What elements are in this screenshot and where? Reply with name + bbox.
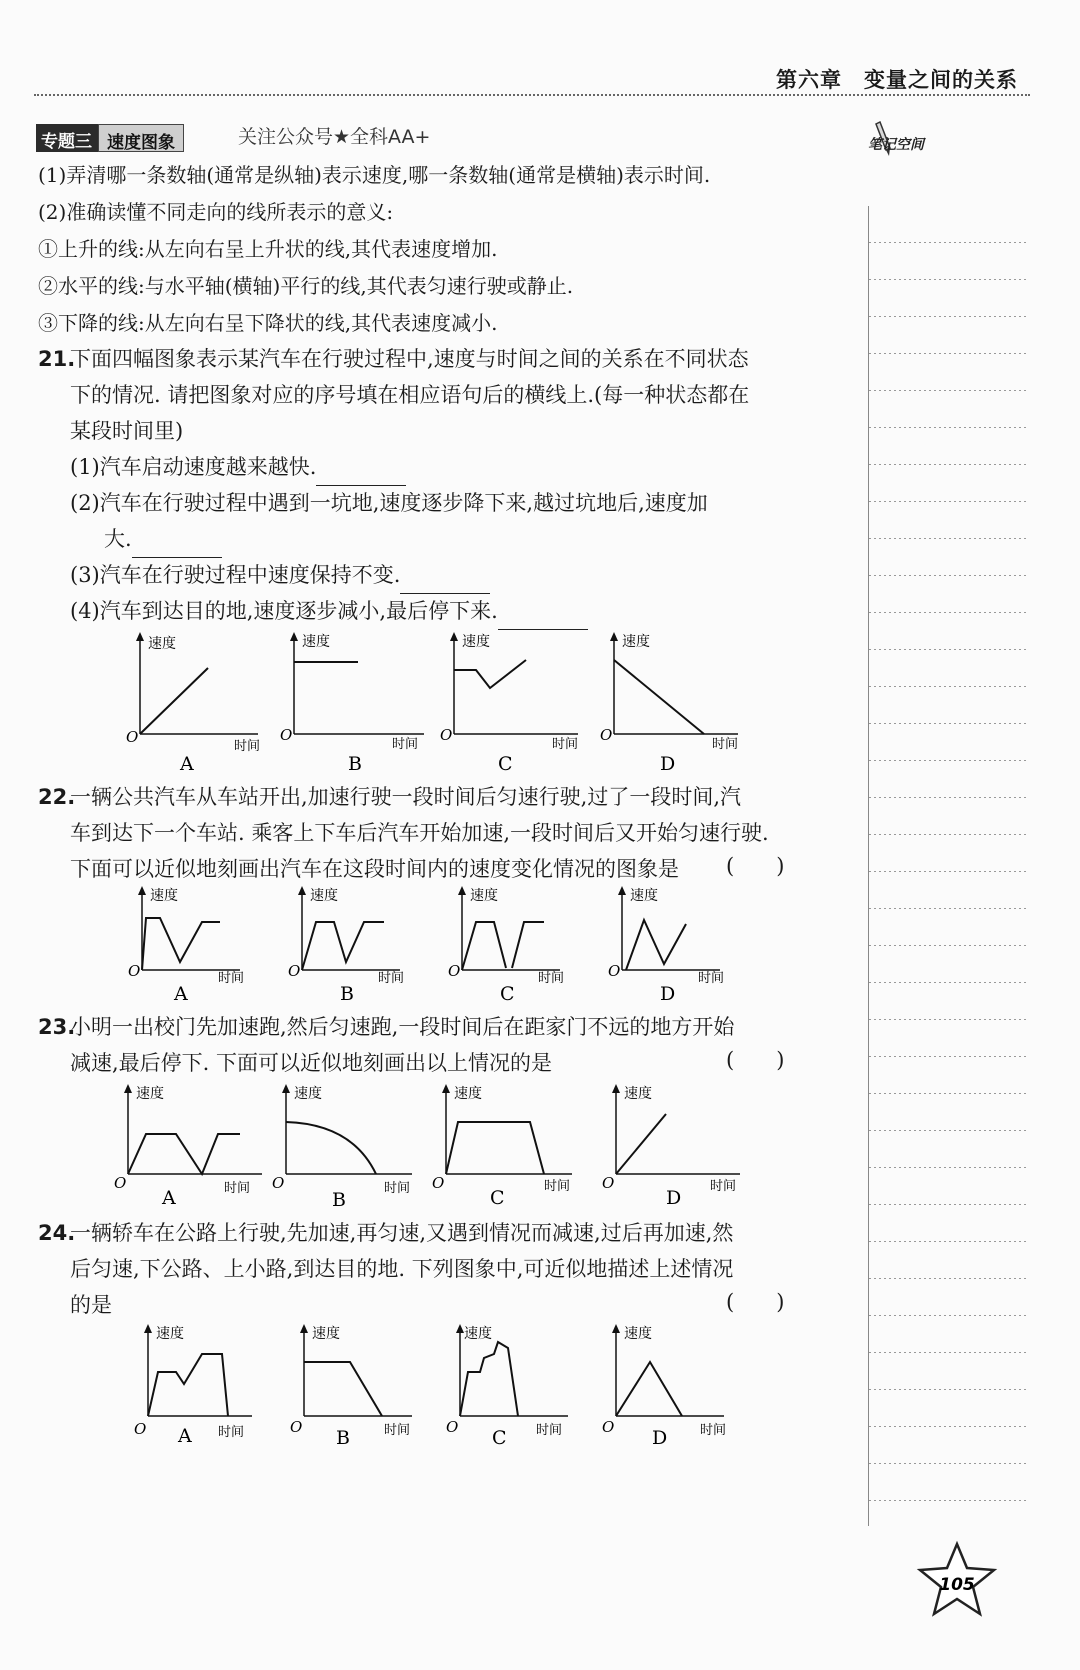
q21-item-2: (2)汽车在行驶过程中遇到一坑地,速度逐步降下来,越过坑地后,速度加 xyxy=(70,491,708,515)
q21-item-1 xyxy=(70,448,406,486)
q21-blank-4[interactable] xyxy=(498,605,588,630)
x-axis-label: 时间 xyxy=(712,737,739,752)
q23-graph-d xyxy=(600,1082,760,1216)
x-axis-label: 时间 xyxy=(544,1179,571,1194)
q21-item-3 xyxy=(70,556,490,594)
option-label: B xyxy=(340,983,354,1005)
x-axis-label: 时间 xyxy=(538,971,565,986)
q21-item-text: (4)汽车到达目的地,速度逐步减小,最后停下来. xyxy=(70,599,498,623)
x-axis-label: 时间 xyxy=(392,737,419,752)
q24-answer-paren[interactable]: ( ) xyxy=(726,1290,785,1314)
q21-graph-a xyxy=(118,630,278,784)
q21-item-text: (3)汽车在行驶过程中速度保持不变. xyxy=(70,563,401,587)
origin-label: O xyxy=(440,726,453,744)
q21-blank-2[interactable] xyxy=(132,533,222,558)
page-number: 105 xyxy=(939,1575,975,1595)
tip-line: (2)准确读懂不同走向的线所表示的意义: xyxy=(38,200,394,224)
origin-label: O xyxy=(432,1174,445,1192)
y-axis-label: 速度 xyxy=(136,1086,164,1102)
page-number-badge xyxy=(912,1540,1002,1624)
y-axis-label: 速度 xyxy=(624,1326,652,1342)
x-axis-label: 时间 xyxy=(700,1423,727,1438)
q21-item-4 xyxy=(70,592,588,630)
origin-label: O xyxy=(446,1418,459,1436)
option-label: C xyxy=(500,983,515,1005)
option-label: A xyxy=(178,1425,192,1447)
q24-graph-c xyxy=(446,1322,596,1456)
y-axis-label: 速度 xyxy=(624,1086,652,1102)
q24-graph-b xyxy=(290,1322,440,1456)
y-axis-label: 速度 xyxy=(312,1326,340,1342)
y-axis-label: 速度 xyxy=(294,1086,322,1102)
x-axis-label: 时间 xyxy=(710,1179,737,1194)
tip-line: ①上升的线:从左向右呈上升状的线,其代表速度增加. xyxy=(38,237,498,261)
origin-label: O xyxy=(288,962,301,980)
x-axis-label: 时间 xyxy=(218,1425,245,1440)
q21-stem: 某段时间里) xyxy=(70,419,184,443)
option-label: C xyxy=(498,753,513,775)
x-axis-label: 时间 xyxy=(536,1423,563,1438)
origin-label: O xyxy=(272,1174,285,1192)
tip-line: ③下降的线:从左向右呈下降状的线,其代表速度减小. xyxy=(38,311,498,335)
chapter-title: 第六章 变量之间的关系 xyxy=(776,68,1018,92)
x-axis-label: 时间 xyxy=(384,1423,411,1438)
q22-graph-b xyxy=(280,884,430,1018)
option-label: B xyxy=(348,753,362,775)
q22-graph-c xyxy=(440,884,590,1018)
q22-answer-paren[interactable]: ( ) xyxy=(726,854,785,878)
section-tag-label: 专题三 xyxy=(36,124,98,152)
option-label: C xyxy=(490,1187,505,1209)
origin-label: O xyxy=(600,726,613,744)
option-label: B xyxy=(336,1427,350,1449)
y-axis-label: 速度 xyxy=(470,888,498,904)
option-label: C xyxy=(492,1427,507,1449)
q22-stem: 一辆公共汽车从车站开出,加速行驶一段时间后匀速行驶,过了一段时间,汽 xyxy=(70,785,742,809)
y-axis-label: 速度 xyxy=(302,634,330,650)
x-axis-label: 时间 xyxy=(384,1181,411,1196)
q23-graph-c xyxy=(432,1082,592,1216)
origin-label: O xyxy=(602,1174,615,1192)
x-axis-label: 时间 xyxy=(224,1181,251,1196)
q21-item-text: 大. xyxy=(104,527,132,551)
section-note: 关注公众号★全科AA+ xyxy=(238,126,431,148)
x-axis-label: 时间 xyxy=(698,971,725,986)
q23-graph-a xyxy=(110,1082,270,1216)
origin-label: O xyxy=(128,962,141,980)
q21-graph-c xyxy=(438,630,598,784)
x-axis-label: 时间 xyxy=(218,971,245,986)
q24-number: 24. xyxy=(38,1221,76,1245)
option-label: A xyxy=(174,983,188,1005)
q23-graph-b xyxy=(272,1082,432,1216)
option-label: D xyxy=(660,983,676,1005)
x-axis-label: 时间 xyxy=(552,737,579,752)
q24-graph-a xyxy=(130,1322,280,1456)
q23-stem: 减速,最后停下. 下面可以近似地刻画出以上情况的是 xyxy=(70,1051,553,1075)
q21-item-text: (1)汽车启动速度越来越快. xyxy=(70,455,317,479)
q21-blank-1[interactable] xyxy=(316,461,406,486)
origin-label: O xyxy=(290,1418,303,1436)
q22-stem: 下面可以近似地刻画出汽车在这段时间内的速度变化情况的图象是 xyxy=(70,857,679,881)
notes-area[interactable] xyxy=(868,206,1029,1526)
option-label: B xyxy=(332,1189,346,1211)
origin-label: O xyxy=(448,962,461,980)
q21-graph-b xyxy=(278,630,438,784)
origin-label: O xyxy=(608,962,621,980)
q23-stem: 小明一出校门先加速跑,然后匀速跑,一段时间后在距家门不远的地方开始 xyxy=(70,1015,735,1039)
option-label: A xyxy=(180,753,194,775)
header-divider xyxy=(34,94,1030,96)
y-axis-label: 速度 xyxy=(622,634,650,650)
q23-number: 23. xyxy=(38,1015,76,1039)
option-label: D xyxy=(660,753,676,775)
origin-label: O xyxy=(280,726,293,744)
tip-line: (1)弄清哪一条数轴(通常是纵轴)表示速度,哪一条数轴(通常是横轴)表示时间. xyxy=(38,163,711,187)
q21-stem: 下的情况. 请把图象对应的序号填在相应语句后的横线上.(每一种状态都在 xyxy=(70,383,750,407)
section-title: 速度图象 xyxy=(98,124,184,152)
q22-graph-a xyxy=(120,884,270,1018)
q22-stem: 车到达下一个车站. 乘客上下车后汽车开始加速,一段时间后又开始匀速行驶. xyxy=(70,821,769,845)
y-axis-label: 速度 xyxy=(630,888,658,904)
origin-label: O xyxy=(114,1174,127,1192)
y-axis-label: 速度 xyxy=(150,888,178,904)
x-axis-label: 时间 xyxy=(378,971,405,986)
q24-stem: 的是 xyxy=(70,1293,112,1317)
notes-label: 笔记空间 xyxy=(868,137,924,153)
tip-line: ②水平的线:与水平轴(横轴)平行的线,其代表匀速行驶或静止. xyxy=(38,274,574,298)
y-axis-label: 速度 xyxy=(310,888,338,904)
y-axis-label: 速度 xyxy=(156,1326,184,1342)
y-axis-label: 速度 xyxy=(454,1086,482,1102)
origin-label: O xyxy=(602,1418,615,1436)
option-label: D xyxy=(666,1187,682,1209)
q21-number: 21. xyxy=(38,347,76,371)
y-axis-label: 速度 xyxy=(148,636,176,652)
q21-graph-d xyxy=(598,630,758,784)
y-axis-label: 速度 xyxy=(462,634,490,650)
q21-item-2-cont xyxy=(104,520,222,558)
x-axis-label: 时间 xyxy=(234,739,261,754)
q21-stem: 下面四幅图象表示某汽车在行驶过程中,速度与时间之间的关系在不同状态 xyxy=(70,347,749,371)
q24-graph-d xyxy=(602,1322,752,1456)
section-tag xyxy=(36,124,184,152)
origin-label: O xyxy=(134,1420,147,1438)
q24-stem: 一辆轿车在公路上行驶,先加速,再匀速,又遇到情况而减速,过后再加速,然 xyxy=(70,1221,734,1245)
origin-label: O xyxy=(126,728,139,746)
q21-blank-3[interactable] xyxy=(400,569,490,594)
q22-number: 22. xyxy=(38,785,76,809)
option-label: D xyxy=(652,1427,668,1449)
q24-stem: 后匀速,下公路、上小路,到达目的地. 下列图象中,可近似地描述上述情况 xyxy=(70,1257,734,1281)
q22-graph-d xyxy=(600,884,750,1018)
y-axis-label: 速度 xyxy=(464,1326,492,1342)
q23-answer-paren[interactable]: ( ) xyxy=(726,1048,785,1072)
option-label: A xyxy=(162,1187,176,1209)
